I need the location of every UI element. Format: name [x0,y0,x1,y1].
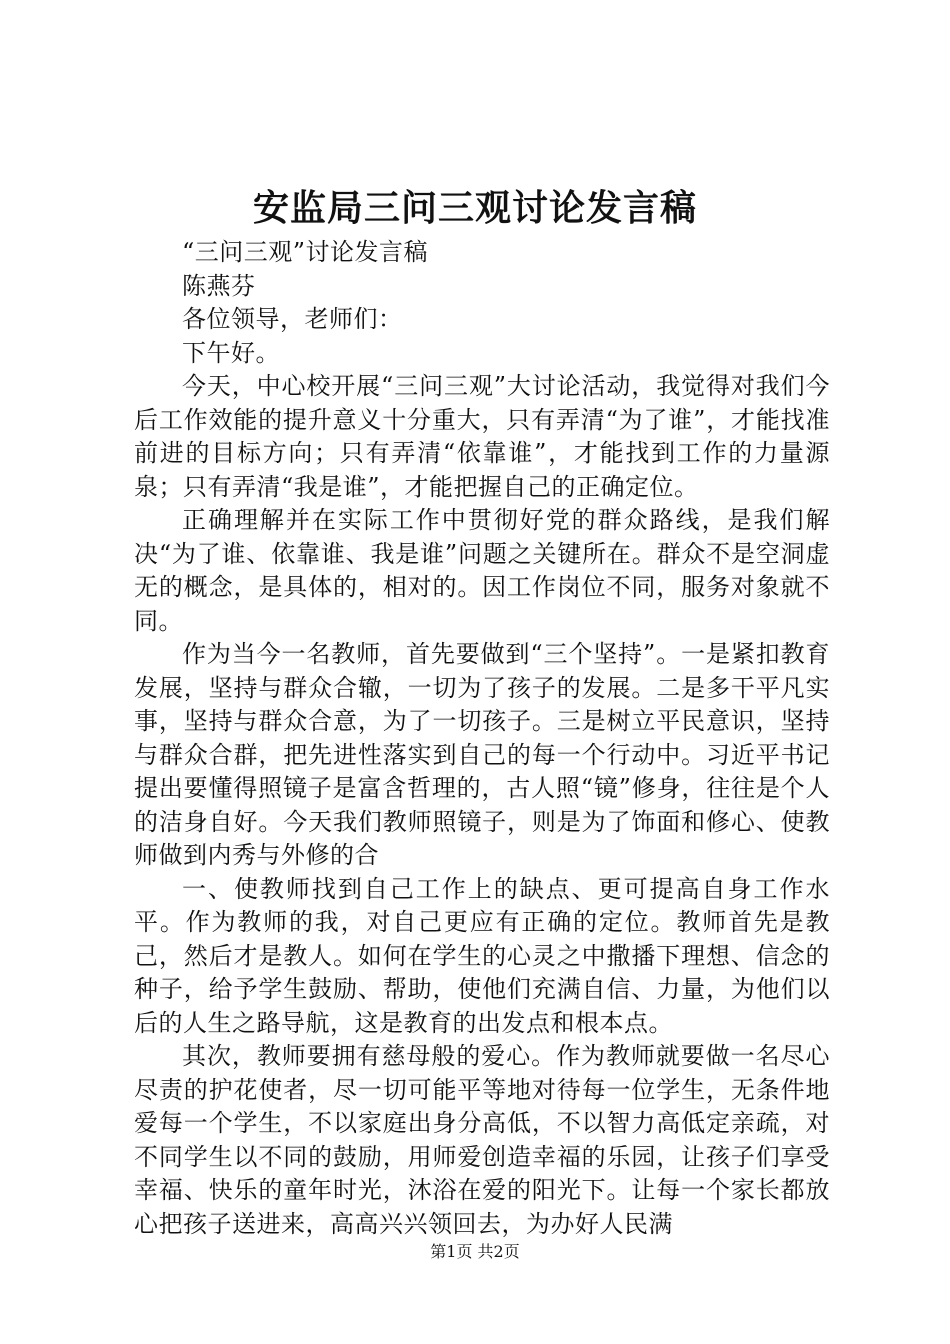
paragraph-three-persist: 作为当今一名教师，首先要做到“三个坚持”。一是紧扣教育发展，坚持与群众合辙，一切为了孩子的发展。二是多干平凡实事，坚持与群众合意，为了一切孩子。三是树立平民意识，坚持与群众合群，把先进性落实到自己的每一个行动中。习近平书记提出要懂得照镜子是富含哲理的，古人照“镜”修身，往往是个人的洁身自好。今天我们教师照镜子，则是为了饰面和修心、使教师做到内秀与外修的合 [134,640,830,869]
document-title: 安监局三问三观讨论发言稿 [252,187,697,229]
page-number-footer: 第1页 共2页 [430,1242,520,1261]
document-body [134,236,830,1241]
paragraph-point-two: 其次，教师要拥有慈母般的爱心。作为教师就要做一名尽心尽责的护花使者，尽一切可能平等地对待每一位学生，无条件地爱每一个学生，不以家庭出身分高低，不以智力高低定亲疏，对不同学生以不同的鼓励，用师爱创造幸福的乐园，让孩子们享受幸福、快乐的童年时光，沐浴在爱的阳光下。让每一个家长都放心把孩子送进来，高高兴兴领回去，为办好人民满 [134,1042,830,1238]
paragraph-point-one: 一、使教师找到自己工作上的缺点、更可提高自身工作水平。作为教师的我，对自己更应有正确的定位。教师首先是教己，然后才是教人。如何在学生的心灵之中撒播下理想、信念的种子，给予学生鼓励、帮助，使他们充满自信、力量，为他们以后的人生之路导航，这是教育的出发点和根本点。 [134,874,830,1037]
paragraph-greeting: 下午好。 [182,338,280,367]
paragraph-salutation: 各位领导，老师们： [182,305,403,333]
paragraph-intro: 今天，中心校开展“三问三观”大讨论活动，我觉得对我们今后工作效能的提升意义十分重大，只有弄清“为了谁”，才能找准前进的目标方向；只有弄清“依靠谁”，才能找到工作的力量源泉；只有弄清“我是谁”，才能把握自己的正确定位。 [134,372,830,501]
paragraph-author: 陈燕芬 [182,271,256,300]
paragraph-mass-line: 正确理解并在实际工作中贯彻好党的群众路线，是我们解决“为了谁、依靠谁、我是谁”问题之关键所在。群众不是空洞虚无的概念，是具体的，相对的。因工作岗位不同，服务对象就不同。 [134,506,830,635]
paragraph-subtitle: “三问三观”讨论发言稿 [182,238,429,266]
